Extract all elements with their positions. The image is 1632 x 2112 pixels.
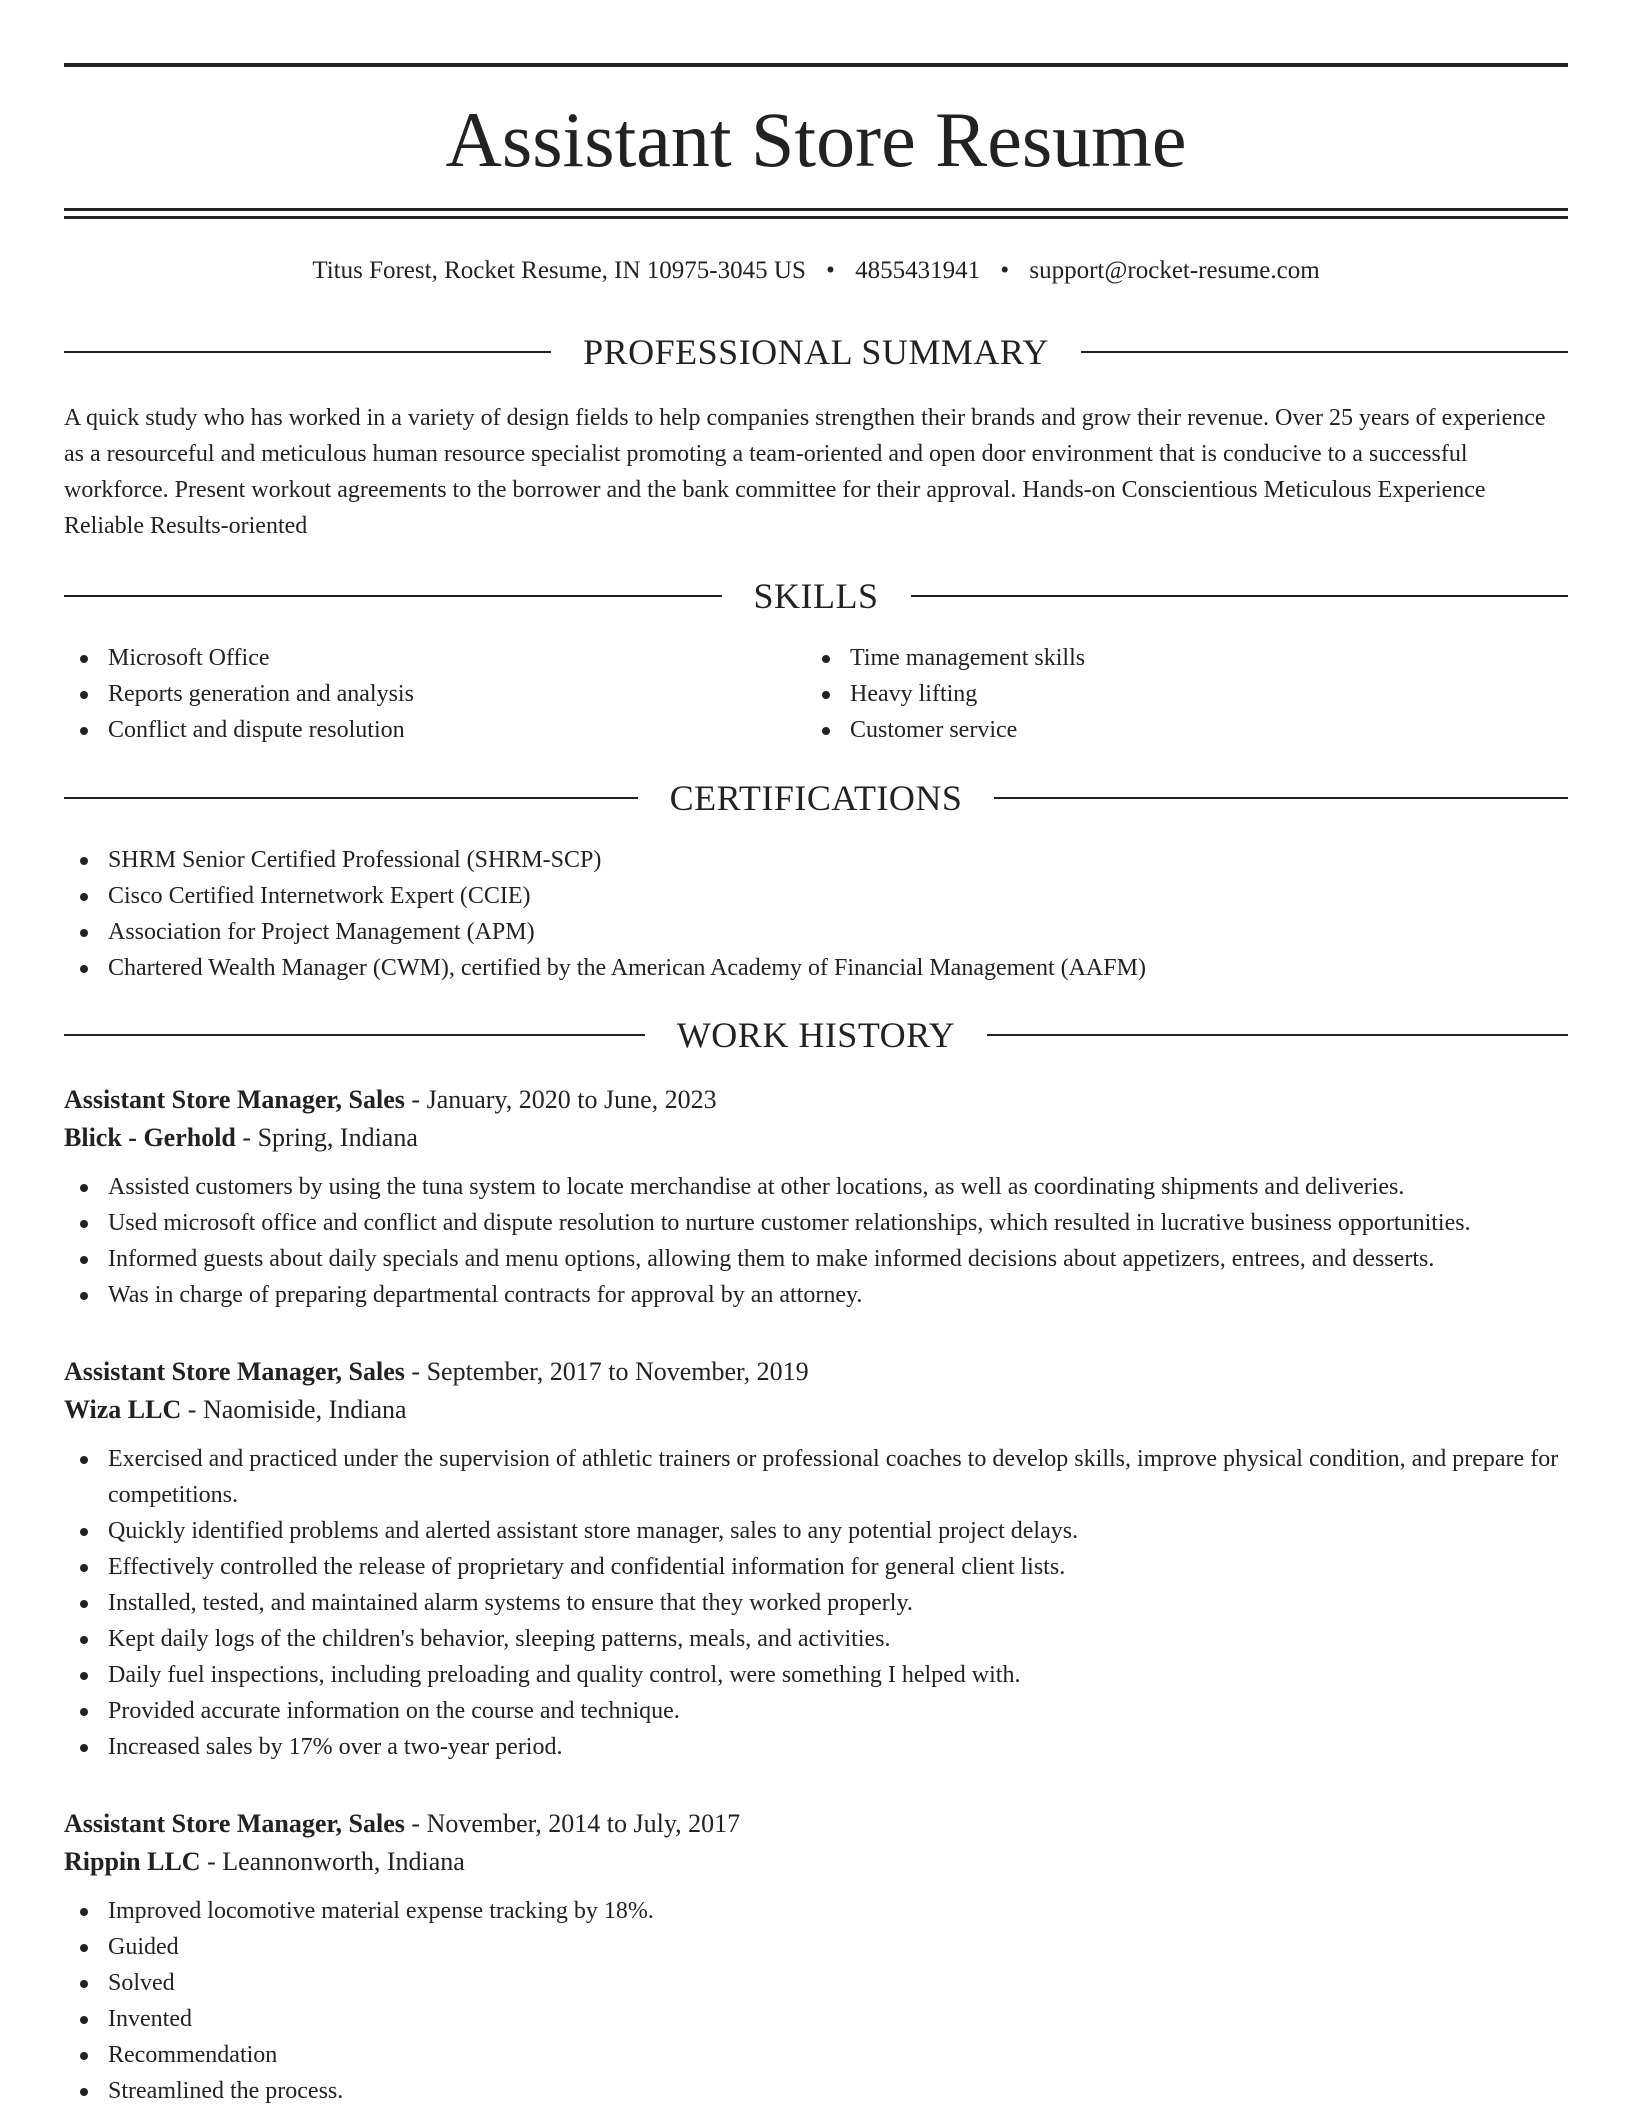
skill-item: Heavy lifting [806, 676, 1506, 712]
skills-column-right [806, 640, 1506, 748]
job-entry [64, 1081, 1568, 1313]
skill-item: Conflict and dispute resolution [64, 712, 764, 748]
job-company: Blick - Gerhold [64, 1123, 236, 1152]
job-title: Assistant Store Manager, Sales [64, 1085, 405, 1114]
job-entry [64, 1353, 1568, 1765]
job-duty: Exercised and practiced under the supervision of athletic trainers or professional coaches to develop skills, improve physical condition, and prepare for competitions. [64, 1441, 1568, 1513]
job-title-line: Assistant Store Manager, Sales - January, 2020 to June, 2023 [64, 1085, 717, 1114]
certification-item: SHRM Senior Certified Professional (SHRM-SCP) [64, 842, 1568, 878]
contact-email: support@rocket-resume.com [1029, 257, 1320, 284]
job-duty: Was in charge of preparing departmental contracts for approval by an attorney. [64, 1277, 1568, 1313]
skills-column-left [64, 640, 764, 748]
job-company: Rippin LLC [64, 1847, 201, 1876]
job-duty: Solved [64, 1965, 1568, 2001]
job-title: Assistant Store Manager, Sales [64, 1809, 405, 1838]
job-location: Naomiside, Indiana [202, 1395, 407, 1424]
title-rule-upper [64, 208, 1568, 211]
skills-list-right [806, 640, 1506, 748]
job-duty: Streamlined the process. [64, 2073, 1568, 2109]
job-title-line: Assistant Store Manager, Sales - November, 2014 to July, 2017 [64, 1809, 741, 1838]
job-entry [64, 1805, 1568, 2109]
job-duty: Informed guests about daily specials and menu options, allowing them to make informed decisions about appetizers, entrees, and desserts. [64, 1241, 1568, 1277]
heading-rule [64, 595, 722, 597]
job-title-line: Assistant Store Manager, Sales - September, 2017 to November, 2019 [64, 1357, 809, 1386]
job-duty: Effectively controlled the release of proprietary and confidential information for general client lists. [64, 1549, 1568, 1585]
work-history-heading: WORK HISTORY [676, 1015, 956, 1055]
job-location: Leannonworth, Indiana [222, 1847, 465, 1876]
contact-line [64, 254, 1568, 288]
job-company: Wiza LLC [64, 1395, 182, 1424]
job-duty: Recommendation [64, 2037, 1568, 2073]
job-duty: Used microsoft office and conflict and dispute resolution to nurture customer relationships, which resulted in lucrative business opportunities. [64, 1205, 1568, 1241]
heading-rule [64, 1034, 645, 1036]
skill-item: Microsoft Office [64, 640, 764, 676]
certification-item: Chartered Wealth Manager (CWM), certified by the American Academy of Financial Management (AAFM) [64, 950, 1568, 986]
job-company-line: Rippin LLC - Leannonworth, Indiana [64, 1847, 465, 1876]
contact-separator: • [826, 257, 835, 284]
job-duty: Provided accurate information on the course and technique. [64, 1693, 1568, 1729]
skills-list-left [64, 640, 764, 748]
job-dates: January, 2020 to June, 2023 [426, 1085, 717, 1114]
certifications-section-heading [64, 776, 1568, 820]
job-title: Assistant Store Manager, Sales [64, 1357, 405, 1386]
work-history-section-heading [64, 1013, 1568, 1057]
heading-rule [911, 595, 1569, 597]
summary-heading: PROFESSIONAL SUMMARY [583, 332, 1049, 372]
contact-address: Titus Forest, Rocket Resume, IN 10975-3045 US [312, 257, 806, 284]
job-company-line: Blick - Gerhold - Spring, Indiana [64, 1123, 418, 1152]
heading-rule [994, 797, 1568, 799]
job-dates: November, 2014 to July, 2017 [426, 1809, 741, 1838]
certifications-block [64, 842, 1568, 986]
job-duty: Daily fuel inspections, including preloading and quality control, were something I helped with. [64, 1657, 1568, 1693]
job-duty: Increased sales by 17% over a two-year period. [64, 1729, 1568, 1765]
job-duties-list [64, 1169, 1568, 1313]
job-duties-list [64, 1441, 1568, 1765]
skill-item: Time management skills [806, 640, 1506, 676]
job-duty: Invented [64, 2001, 1568, 2037]
job-duty: Guided [64, 1929, 1568, 1965]
contact-separator: • [1000, 257, 1010, 284]
heading-rule [64, 797, 638, 799]
job-duty: Kept daily logs of the children's behavior, sleeping patterns, meals, and activities. [64, 1621, 1568, 1657]
job-duty: Installed, tested, and maintained alarm systems to ensure that they worked properly. [64, 1585, 1568, 1621]
job-duty: Improved locomotive material expense tracking by 18%. [64, 1893, 1568, 1929]
certifications-heading: CERTIFICATIONS [669, 778, 963, 818]
skills-section-heading [64, 574, 1568, 618]
job-duty: Assisted customers by using the tuna system to locate merchandise at other locations, as well as coordinating shipments and deliveries. [64, 1169, 1568, 1205]
job-duties-list [64, 1893, 1568, 2109]
resume-title: Assistant Store Resume [445, 96, 1187, 183]
title-rule-lower [64, 216, 1568, 219]
heading-rule [987, 1034, 1568, 1036]
summary-section-heading [64, 330, 1568, 374]
heading-rule [1081, 351, 1568, 353]
job-dates: September, 2017 to November, 2019 [426, 1357, 809, 1386]
job-duty: Quickly identified problems and alerted assistant store manager, sales to any potential project delays. [64, 1513, 1568, 1549]
certifications-list [64, 842, 1568, 986]
job-company-line: Wiza LLC - Naomiside, Indiana [64, 1395, 407, 1424]
top-rule [64, 63, 1568, 67]
skill-item: Customer service [806, 712, 1506, 748]
skill-item: Reports generation and analysis [64, 676, 764, 712]
summary-text: A quick study who has worked in a variety of design fields to help companies strengthen their brands and grow their revenue. Over 25 years of experience as a resourceful and meticulous human resource specialist promoting a team-oriented and open door environment that is conducive to a successful workforce. Present workout agreements to the borrower and the bank committee for their approval. Hands-on Conscientious Meticulous Experience Reliable Results-oriented [64, 405, 1546, 539]
job-location: Spring, Indiana [257, 1123, 418, 1152]
certification-item: Cisco Certified Internetwork Expert (CCIE) [64, 878, 1568, 914]
certification-item: Association for Project Management (APM) [64, 914, 1568, 950]
contact-phone: 4855431941 [855, 257, 981, 284]
heading-rule [64, 351, 551, 353]
skills-heading: SKILLS [753, 576, 879, 616]
